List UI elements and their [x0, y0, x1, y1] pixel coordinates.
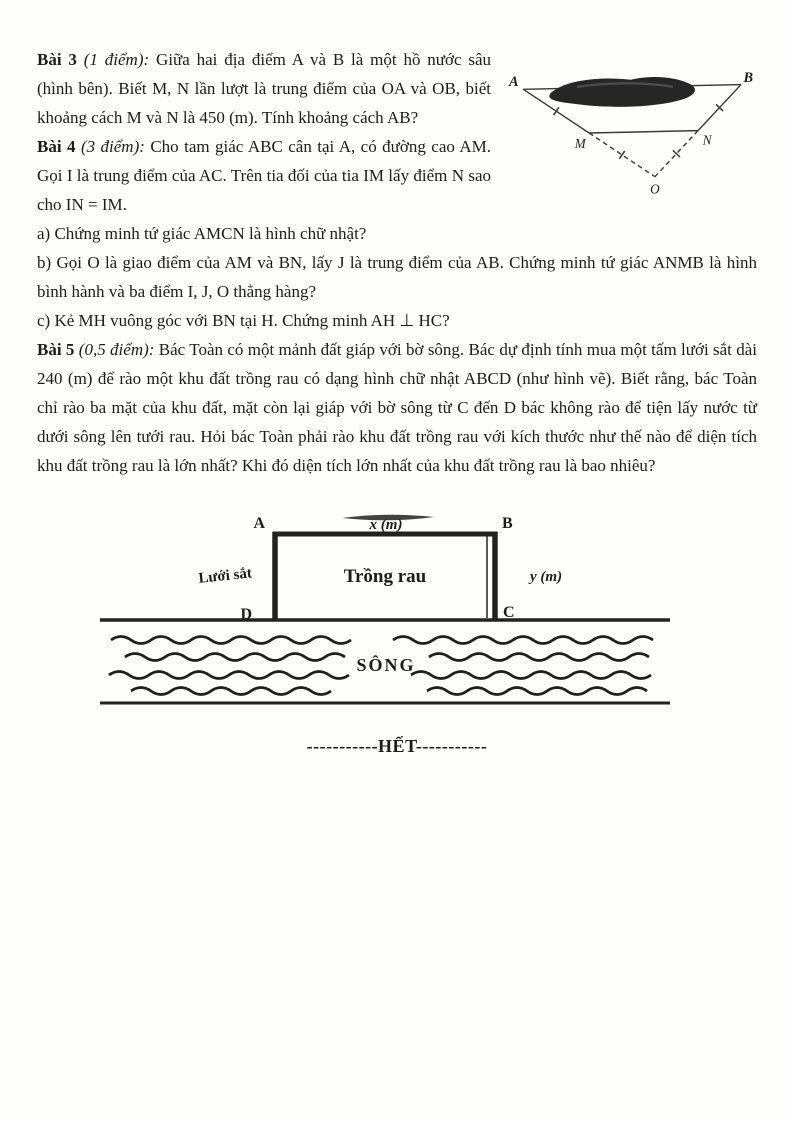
bai5-text: Bác Toàn có một mảnh đất giáp với bờ sông. Bác dự định tính mua một tấm lưới sắt dài 240 (m) để rào một khu đất trồng rau có dạng hình chữ nhật ABCD (như hình vẽ). Biết rằng, bác Toàn chỉ rào ba mặt của khu đất, mặt còn lại giáp với bờ sông từ C đến D bác không rào để tiện lấy nước từ dưới sông lên tưới rau. Hỏi bác Toàn phải rào khu đất trồng rau với kích thước như thế nào để diện tích khu đất trồng rau là lớn nhất? Khi đó diện tích lớn nhất của khu đất trồng rau là bao nhiêu?	[37, 340, 758, 475]
bai4-part-b: b) Gọi O là giao điểm của AM và BN, lấy J là trung điểm của AB. Chứng minh tứ giác ANMB là hình bình hành và ba điểm I, J, O thẳng hàng?	[37, 253, 757, 301]
corner-b-label: B	[502, 515, 513, 532]
river-name-label: SÔNG	[356, 655, 416, 675]
point-label-n: N	[702, 132, 712, 148]
garden-area-label: Trồng rau	[343, 566, 427, 587]
wave-row4-right	[427, 688, 647, 695]
wave-row3-left	[109, 672, 349, 679]
wave-row1-right	[393, 637, 653, 644]
point-label-a: A	[508, 73, 519, 90]
bai3-label: Bài 3	[37, 50, 77, 69]
plot-figure	[97, 512, 697, 708]
corner-c-label: C	[503, 604, 515, 621]
bai3-points: (1 điểm):	[83, 50, 150, 69]
corner-a-label: A	[253, 515, 265, 532]
bai3-text: Giữa hai địa điểm A và B là một hồ nước sâu (hình bên). Biết M, N lần lượt là trung điểm của OA và OB, biết khoảng cách M và N là 450 (m). Tính khoảng cách AB?	[37, 50, 492, 127]
point-label-o: O	[650, 181, 660, 197]
footer-het: -----------HẾT-----------	[306, 736, 488, 756]
wave-row2-left	[125, 654, 345, 661]
wave-row4-left	[131, 688, 331, 695]
x-dimension-label: x (m)	[369, 517, 403, 533]
problem-bai5	[37, 335, 757, 480]
bai5-points: (0,5 điểm):	[78, 340, 155, 359]
fence-name-label: Lưới sắt	[197, 565, 253, 587]
lake-figure-drawing	[505, 69, 757, 203]
bai4-label: Bài 4	[37, 137, 76, 156]
y-dimension-label: y (m)	[530, 569, 563, 585]
plot-figure-drawing	[97, 512, 697, 708]
bai5-label: Bài 5	[37, 340, 75, 359]
bai4-text: Cho tam giác ABC cân tại A, có đường cao AM. Gọi I là trung điểm của AC. Trên tia đối của tia IM lấy điểm N sao cho IN = IM.	[37, 137, 492, 214]
corner-d-label: D	[240, 606, 252, 623]
point-label-b: B	[743, 70, 754, 87]
bai4-part-c: c) Kẻ MH vuông góc với BN tại H. Chứng minh AH ⊥ HC?	[37, 311, 450, 330]
tick-am	[554, 107, 559, 115]
wave-row3-right	[411, 672, 651, 679]
lake-figure	[505, 69, 757, 231]
wave-row2-right	[429, 654, 649, 661]
tick-mo	[619, 151, 624, 159]
wave-row1-left	[111, 637, 351, 644]
segment-mn	[589, 131, 698, 133]
bai4-points: (3 điểm):	[80, 137, 145, 156]
bai4-part-a: a) Chứng minh tứ giác AMCN là hình chữ nhật?	[37, 224, 367, 243]
lake-blob	[549, 77, 695, 107]
point-label-m: M	[574, 135, 586, 151]
